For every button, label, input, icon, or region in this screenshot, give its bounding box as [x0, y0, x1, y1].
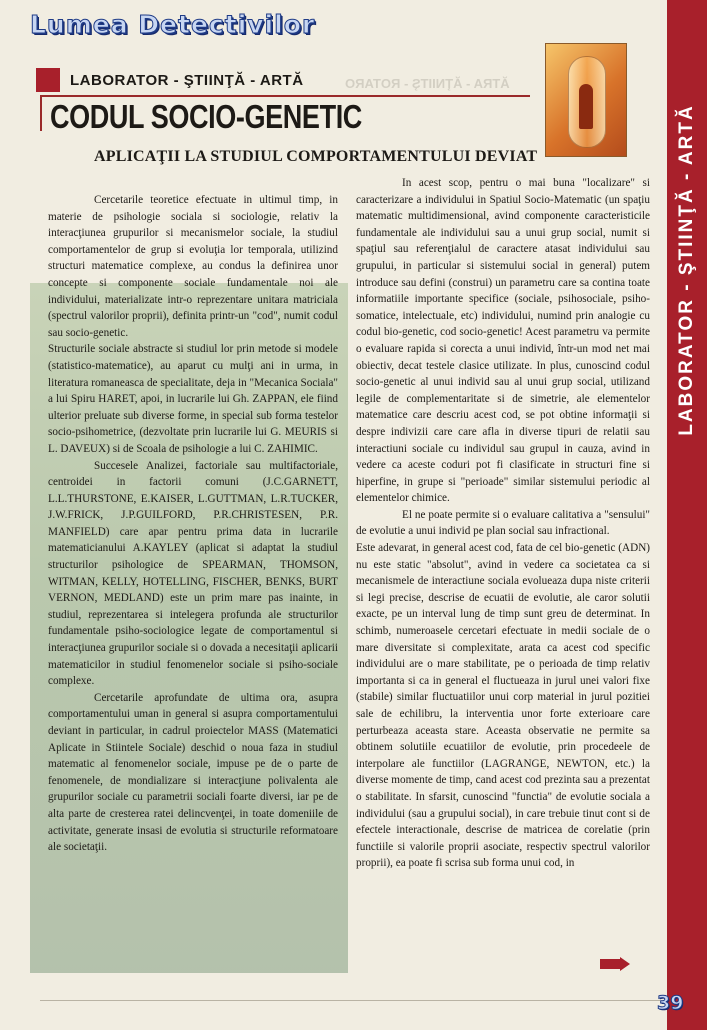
- figure-silhouette: [579, 84, 593, 129]
- side-band-label: LABORATOR - ŞTIINŢĂ - ARTĂ: [676, 104, 697, 436]
- footer-rule: [40, 1000, 660, 1001]
- section-square-icon: [36, 68, 60, 92]
- header-photo: [545, 43, 627, 157]
- article-title: CODUL SOCIO-GENETIC: [50, 98, 362, 135]
- section-header: [36, 68, 304, 92]
- left-column: [48, 192, 338, 856]
- header-rule-vertical: [40, 95, 42, 131]
- article-subtitle: APLICAŢII LA STUDIUL COMPORTAMENTULUI DEVIAT: [94, 148, 538, 165]
- left-paragraph-1: Cercetarile teoretice efectuate in ultimul timp, in materie de psihologie sociala si sociologie, relativ la interacţiunea grupurilor si mecanismelor sociale, la studiul comportamentelor de grup si evoluţia lor temporala, utilizind structuri matematice complexe, au condus la definirea unor concepte si componente sociale fundamentale noi ale individului, materializate intr-o reprezentare unitara matriciala (spectrul valorilor proprii), definita printr-un "cod", numit codul sau socio-genetic.: [48, 194, 338, 339]
- left-paragraph-3: Succesele Analizei, factoriale sau multifactoriale, centroidei in factorii comuni (J.C.GARNETT, L.L.THURSTONE, E.KAISER, L.GUTTMAN, L.R.TUCKER, J.W.FRICK, J.P.GUILFORD, P.R.CHRISTESEN, P.R. MANFIELD) care apar pentru prima data in lucrarile matematicianului A.KAYLEY (aplicat si adaptat la studiul structurilor psihologice de SPEARMAN, THOMSON, WITMAN, KELLY, HOTELLING, FISCHER, BENKS, BURT VERNON, MEDLAND) este un prim mare pas inainte, in studiul, reprezentarea si intelegera profunda ale structurilor fundamentale psiho-sociologice legate de comportamentul si interacţiunea grupurilor sociale si o dovada a necesitaţii aplicarii matematicilor in studiul fenomenelor sociale si psiho-sociale complexe.: [48, 459, 338, 688]
- right-paragraph-2: El ne poate permite si o evaluare calitativa a "sensului" de evolutie a unui individ pe plan social sau infractional.: [356, 508, 650, 538]
- section-label: LABORATOR - ŞTIINŢĂ - ARTĂ: [70, 71, 304, 89]
- right-column: [356, 175, 650, 872]
- left-paragraph-2: Structurile sociale abstracte si studiul lor prin metode si modele (statistico-matematice), au aparut cu mulţi ani in urma, in literatura romaneasca de specialitate, deja in "Mecanica Sociala" a lui Spiru HARET, apoi, in lucrarile lui Gh. ZAPPAN, ele fiind ulterior preluate sub diverse forme, in special sub forma testelor socio-psihometrice, (dezvoltate prin lucrarile lui G. MEURIS si L. DAVEUX) si de Scoala de psihologie a lui C. ZAHIMIC.: [48, 343, 338, 455]
- left-paragraph-4: Cercetarile aprofundate de ultima ora, asupra comportamentului uman in general si asupra comportamentului deviant in particular, in cadrul proiectelor MASS (Matematici Aplicate in Stiintele Sociale) deschid o noua faza in studiul matematic al fenomenelor sociale, impuse pe de o parte de fenomenele, de mondializare si interacţiune polivalenta ale grupurilor sociale cu parametrii sociali foarte diversi, iar pe de alta parte de cresterea ratei delincvenţei, in toate domeniile de activitate, generate insasi de evolutia si structurile reformatoare ale societaţii.: [48, 691, 338, 854]
- right-paragraph-3: Este adevarat, in general acest cod, fata de cel bio-genetic (ADN) nu este static "absolut", avind in vedere ca societatea ca si mecanismele de interactiune sociala evolueaza dupa niste criterii si legi precise, descrise de ecuatii de evolutie, ale caror solutii exacte, pe un interval lung de timp sunt greu de determinat. In schimb, numeroasele cercetari efectuate in medii sociale de o mare diversitate si complexitate, arata ca acest cod specific individului are o mare stabilitate, pe o perioada de timp relativ importanta si ca in general el fluctueaza in jurul unei valori fixe (stabile) similar fluctuatiilor unui corp material in jurul pozitiei sale de echilibru, la interventia unor forte exterioare care perturbeaza aceasta stare. Aceasta observatie ne permite sa obtinem solutiile ecuatiilor de evolutie, prin procedeele de interpolare ale functiilor (LAGRANGE, NEWTON, etc.) la diverse momente de timp, cand acest cod prezinta sau a prezentat o stabilitate. In sfarsit, cunoscind "functia" de evolutie sociala a individului (sau a grupului social), in care trebuie tinut cont si de efectele interactionale, descrise de matricea de corelatie (prin functiile si valorile proprii asociate, respectiv spectrul valorilor proprii), ea poate fi scrisa sub forma unui cod, in: [356, 542, 650, 870]
- side-band: [667, 0, 707, 1030]
- continue-arrow-icon: [600, 957, 630, 971]
- masthead-logo: Lumea Detectivilor: [30, 10, 316, 39]
- page-number: 39: [657, 992, 684, 1014]
- right-paragraph-1: In acest scop, pentru o mai buna "localizare" si caracterizare a individului in Spatiul Socio-Matematic (un spaţiu matematic multidimensional, avind componente caracteristicile fundamentale ale individului sau a unui grup social, numit si spaţiul sau referenţialul de caractere atasat individului sau grupului, in particular si sistemului social in general) putem introduce sau defini (construi) un parametru care sa contina toate informatiile importante specifice (sociale, psihosociale, psiho-somatice, intelectuale, etc) individului, numind prin analogie cu codul bio-genetic, cod socio-genetic! Acest parametru va permite o evaluare rapida si corecta a unui individ, într-un mod net mai obiectiv, decat testele clasice utilizate. In plus, cunoscind codul socio-genetic al unui individ sau al unui grup social, utilizand legile de complementaritate si de simetrie, ale elementelor matematice care descriu acest cod, se pot obtine informaţii si despre indivizii care care afla in diverse tipuri de relatii sau interactiuni sociale cu individul sau grupul in cauza, avind in vedere ca aceste coduri pot fi clasificate in structuri fine si hiperfine, in grupe si "perioade" similar sistemului periodic al elementelor chimice.: [356, 177, 650, 505]
- header-rule: [40, 95, 530, 97]
- ghost-header-bleed: ĂTRA - ĂŢNIITŞ - ROTARO: [345, 76, 510, 91]
